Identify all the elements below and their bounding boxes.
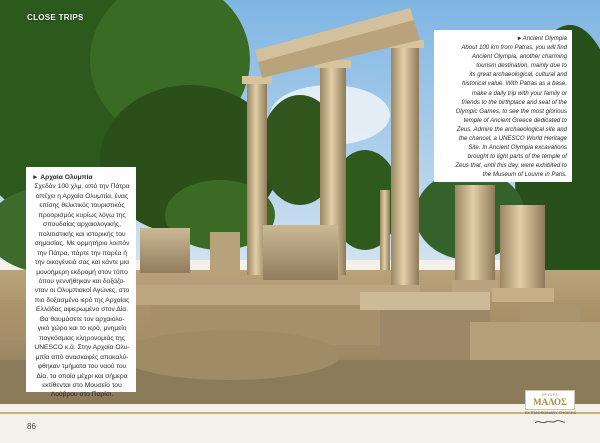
greek-heading — [32, 173, 132, 182]
logo-subtitle: EXTRAORDINARY CHOICES — [525, 411, 576, 415]
greek-heading-marker: ► — [32, 174, 39, 181]
logo-signature — [534, 419, 566, 425]
section-label: CLOSE TRIPS — [27, 13, 84, 22]
footer-divider — [0, 412, 600, 414]
english-heading-text: Ancient Olympia — [522, 35, 567, 42]
english-heading — [439, 34, 567, 43]
english-text-box — [434, 30, 572, 182]
logo-name: ΜΑΛΟΣ — [533, 397, 567, 407]
logo-top-text: ΧΡΥΣΕΣ — [541, 393, 559, 397]
malos-logo — [525, 390, 576, 428]
greek-text-box — [26, 167, 136, 399]
logo-badge — [525, 390, 575, 410]
greek-heading-text: Αρχαία Ολυμπία — [40, 174, 93, 181]
page-footer — [0, 404, 600, 443]
greek-body-text: Σχεδόν 100 χλμ. από την Πάτρα απέχει η Αρχαία Ολυμπία, ένας επίσης θελκτικός τουριστικός προορισμός κυρίως λόγω της σπουδαίας αρχαιολογικής, πολιτιστικής και ιστορικής του σημασίας. Με ορμητήριο λοιπόν την Πάτρα, πάρτε την παρέα ή την οικογένειά σας και κάντε μια μονοήμερη εκδρομή στον τόπο όπου γεννήθηκαν και δοξάζο- νταν οι Ολυμπιακοί Αγώνες, στο πιο δοξασμένο ιερό της Αρχαίας Ελλάδας αφιερωμένο στον Δία. Θα θαυμάσετε τον αρχαιολο- γικό χώρο και το ιερό, μνημείο παγκόσμιας κληρονομιάς της UNESCO κ.ά. Στην Αρχαία Ολυ- μπία από ανασκαφές αποκαλύ- φθηκαν τμήματα του ναού του Δία, τα οποία μέχρι και σήμερα εκτίθενται στο Μουσείο του Λούβρου στο Παρίσι. — [34, 183, 130, 399]
english-heading-marker: ► — [516, 35, 523, 42]
english-body-text: About 100 km from Patras, you will find Ancient Olympia, another charming tourism destination, mainly due to its great archaeological, cultural and historical value. With Patras as a base, make a daily trip with your family or friends to the birthplace and seat of the Olympic Games, to see the most glorious temple of Ancient Greece dedicated to Zeus. Admire the archaeological site and the chancel, a UNESCO World Heritage Site. In Ancient Olympia excavations brought to light parts of the temple of Zeus that, until this day, were exhibited to the Museum of Louvre in Paris. — [455, 44, 567, 179]
page-number: 86 — [27, 422, 36, 431]
